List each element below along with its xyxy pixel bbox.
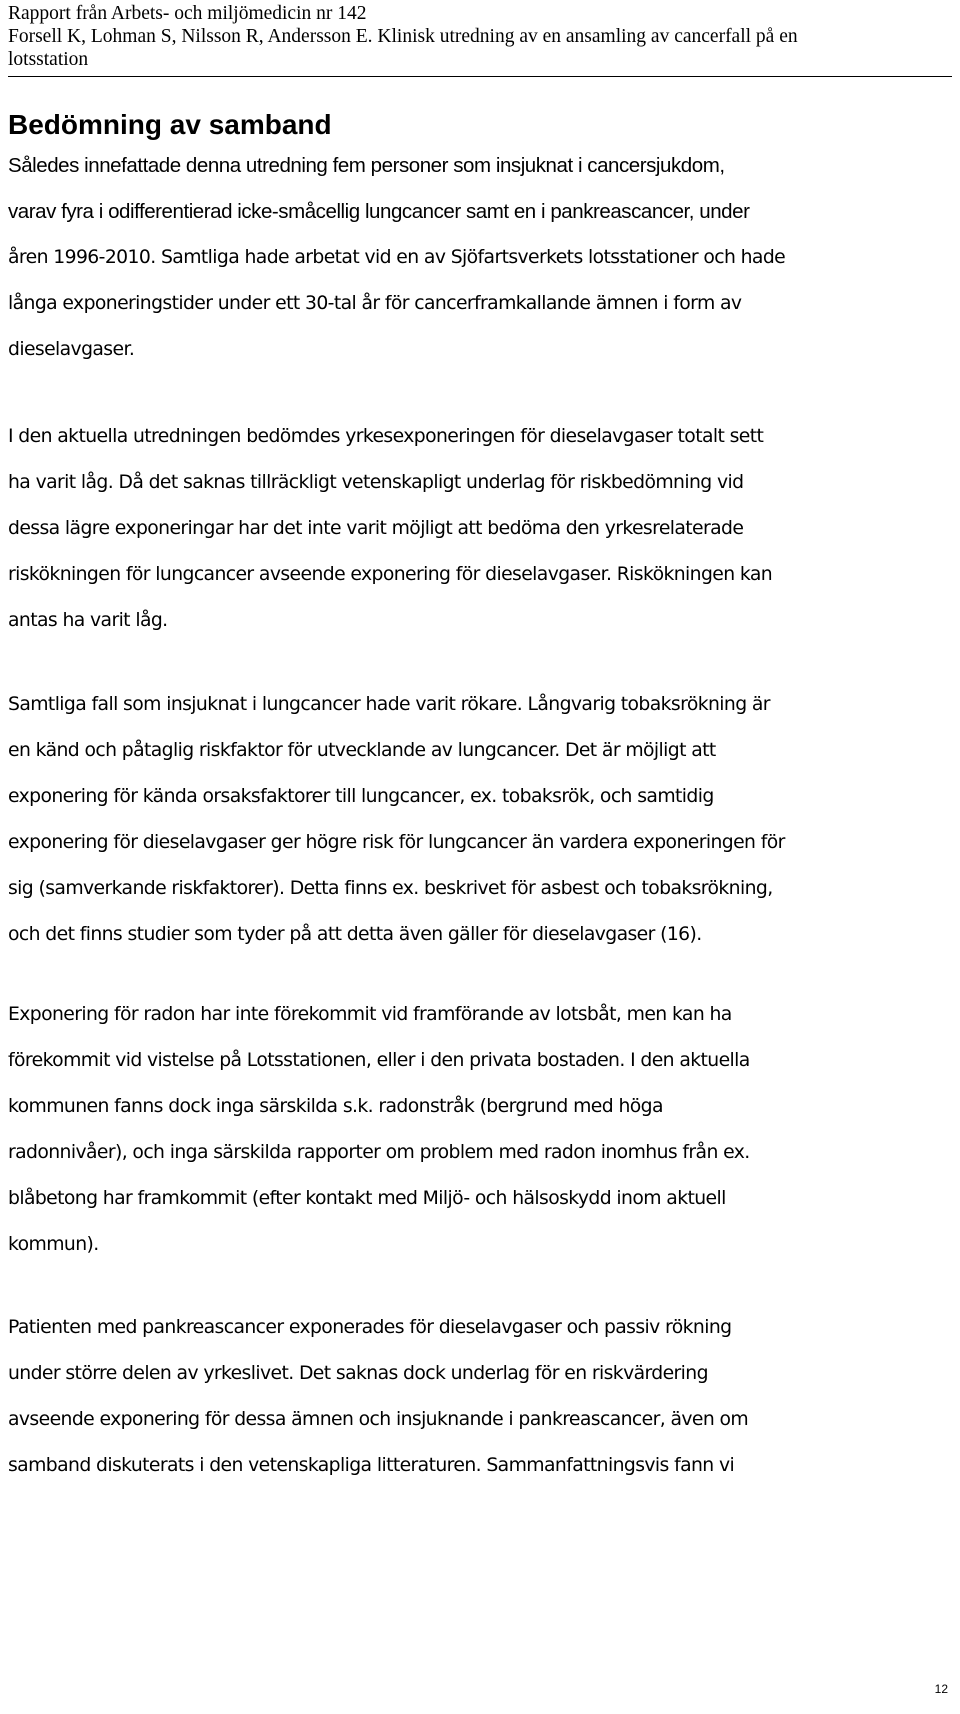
section-heading: Bedömning av samband xyxy=(8,109,332,140)
paragraph-line: radonnivåer), och inga särskilda rapporter om problem med radon inomhus från ex. xyxy=(8,1142,750,1163)
paragraph-line: sig (samverkande riskfaktorer). Detta finns ex. beskrivet för asbest och tobaksrökning, xyxy=(8,878,773,899)
header-divider xyxy=(8,76,952,77)
paragraph-line: kommun). xyxy=(8,1234,99,1255)
paragraph-exposure-assessment xyxy=(8,414,952,644)
paragraph-line: riskökningen för lungcancer avseende exponering för dieselavgaser. Riskökningen kan xyxy=(8,564,773,585)
running-header xyxy=(8,2,952,71)
page-number: 12 xyxy=(934,1682,948,1696)
paragraph-line: förekommit vid vistelse på Lotsstationen, eller i den privata bostaden. I den aktuella xyxy=(8,1050,750,1071)
paragraph-line: varav fyra i odifferentierad icke-småcellig lungcancer samt en i pankreascancer, under xyxy=(8,200,750,223)
paragraph-line: under större delen av yrkeslivet. Det saknas dock underlag för en riskvärdering xyxy=(8,1363,708,1384)
paragraph-line: exponering för kända orsaksfaktorer till lungcancer, ex. tobaksrök, och samtidig xyxy=(8,786,714,807)
paragraph-pancreas xyxy=(8,1305,952,1489)
header-authors-line: Forsell K, Lohman S, Nilsson R, Andersson E. Klinisk utredning av en ansamling av cancerfall på en xyxy=(8,26,798,47)
paragraph-line: kommunen fanns dock inga särskilda s.k. radonstråk (bergrund med höga xyxy=(8,1096,663,1117)
paragraph-line: Exponering för radon har inte förekommit vid framförande av lotsbåt, men kan ha xyxy=(8,1004,732,1025)
paragraph-line: dieselavgaser. xyxy=(8,339,135,360)
paragraph-line: långa exponeringstider under ett 30-tal år för cancerframkallande ämnen i form av xyxy=(8,293,742,314)
paragraph-smoking xyxy=(8,682,952,958)
paragraph-line: åren 1996-2010. Samtliga hade arbetat vid en av Sjöfartsverkets lotsstationer och hade xyxy=(8,247,786,268)
paragraph-line: blåbetong har framkommit (efter kontakt med Miljö- och hälsoskydd inom aktuell xyxy=(8,1188,726,1209)
paragraph-line: exponering för dieselavgaser ger högre risk för lungcancer än vardera exponeringen för xyxy=(8,832,785,853)
paragraph-line: avseende exponering för dessa ämnen och insjuknande i pankreascancer, även om xyxy=(8,1409,749,1430)
paragraph-line: en känd och påtaglig riskfaktor för utvecklande av lungcancer. Det är möjligt att xyxy=(8,740,716,761)
paragraph-line: Samtliga fall som insjuknat i lungcancer hade varit rökare. Långvarig tobaksrökning är xyxy=(8,694,770,715)
paragraph-line: I den aktuella utredningen bedömdes yrkesexponeringen för dieselavgaser totalt sett xyxy=(8,426,764,447)
paragraph-radon xyxy=(8,992,952,1268)
paragraph-line: samband diskuterats i den vetenskapliga litteraturen. Sammanfattningsvis fann vi xyxy=(8,1455,735,1476)
paragraph-line: antas ha varit låg. xyxy=(8,610,168,631)
header-title-continuation: lotsstation xyxy=(8,49,89,70)
paragraph-line: och det finns studier som tyder på att detta även gäller för dieselavgaser (16). xyxy=(8,924,702,945)
paragraph-line: ha varit låg. Då det saknas tillräckligt vetenskapligt underlag för riskbedömning vid xyxy=(8,472,744,493)
header-report-line: Rapport från Arbets- och miljömedicin nr 142 xyxy=(8,3,367,24)
paragraph-intro xyxy=(8,143,952,373)
paragraph-line: Patienten med pankreascancer exponerades för dieselavgaser och passiv rökning xyxy=(8,1317,732,1338)
paragraph-line: Således innefattade denna utredning fem personer som insjuknat i cancersjukdom, xyxy=(8,154,725,177)
paragraph-line: dessa lägre exponeringar har det inte varit möjligt att bedöma den yrkesrelaterade xyxy=(8,518,744,539)
